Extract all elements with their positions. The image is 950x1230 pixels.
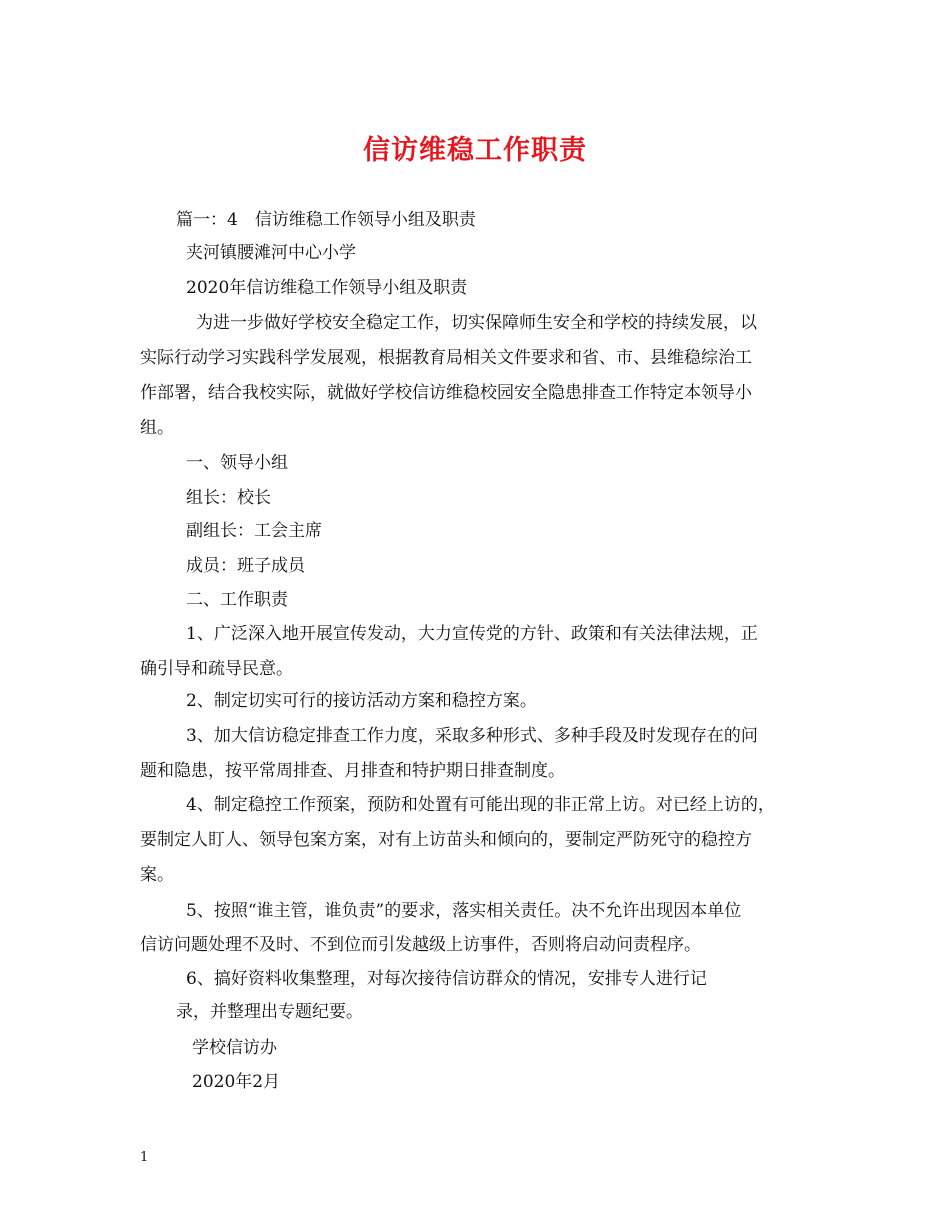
duty-item-line: 5、按照“谁主管，谁负责”的要求，落实相关责任。决不允许出现因本单位 (186, 901, 742, 921)
duty-item-line: 案。 (140, 865, 174, 885)
duty-item-line: 信访问题处理不及时、不到位而引发越级上访事件，否则将启动问责程序。 (140, 935, 701, 955)
group-members: 成员：班子成员 (186, 556, 305, 576)
duty-item-line: 题和隐患，按平常周排查、月排查和特护期日排查制度。 (140, 761, 565, 781)
section-heading: 一、领导小组 (186, 453, 288, 473)
page-number: 1 (140, 1150, 149, 1165)
school-name: 夹河镇腰滩河中心小学 (186, 243, 356, 263)
duty-item-line: 6、搞好资料收集整理，对每次接待信访群众的情况，安排专人进行记 (186, 969, 707, 989)
chapter-heading: 篇一：4 信访维稳工作领导小组及职责 (176, 210, 476, 230)
duty-item-line: 3、加大信访稳定排查工作力度，采取多种形式、多种手段及时发现存在的问 (186, 726, 758, 746)
intro-paragraph-line: 组。 (140, 418, 174, 438)
deputy-leader: 副组长：工会主席 (186, 521, 322, 541)
signature-office: 学校信访办 (192, 1038, 277, 1058)
intro-paragraph-line: 实际行动学习实践科学发展观，根据教育局相关文件要求和省、市、县维稳综治工 (140, 348, 752, 368)
intro-paragraph-line: 为进一步做好学校安全稳定工作，切实保障师生安全和学校的持续发展，以 (196, 313, 757, 333)
section-heading: 二、工作职责 (186, 590, 288, 610)
duty-item-line: 确引导和疏导民意。 (140, 659, 293, 679)
intro-paragraph-line: 作部署，结合我校实际，就做好学校信访维稳校园安全隐患排查工作特定本领导小 (140, 383, 752, 403)
duty-item-line: 2、制定切实可行的接访活动方案和稳控方案。 (186, 691, 537, 711)
duty-item-line: 录，并整理出专题纪要。 (176, 1002, 363, 1022)
duty-item-line: 要制定人盯人、领导包案方案，对有上访苗头和倾向的，要制定严防死守的稳控方 (140, 830, 752, 850)
group-leader: 组长：校长 (186, 488, 271, 508)
signature-date: 2020年2月 (192, 1072, 281, 1092)
document-title: 信访维稳工作职责 (363, 135, 587, 166)
duty-item-line: 4、制定稳控工作预案，预防和处置有可能出现的非正常上访。对已经上访的， (186, 795, 775, 815)
subtitle: 2020年信访维稳工作领导小组及职责 (186, 278, 468, 298)
duty-item-line: 1、广泛深入地开展宣传发动，大力宣传党的方针、政策和有关法律法规，正 (186, 624, 758, 644)
